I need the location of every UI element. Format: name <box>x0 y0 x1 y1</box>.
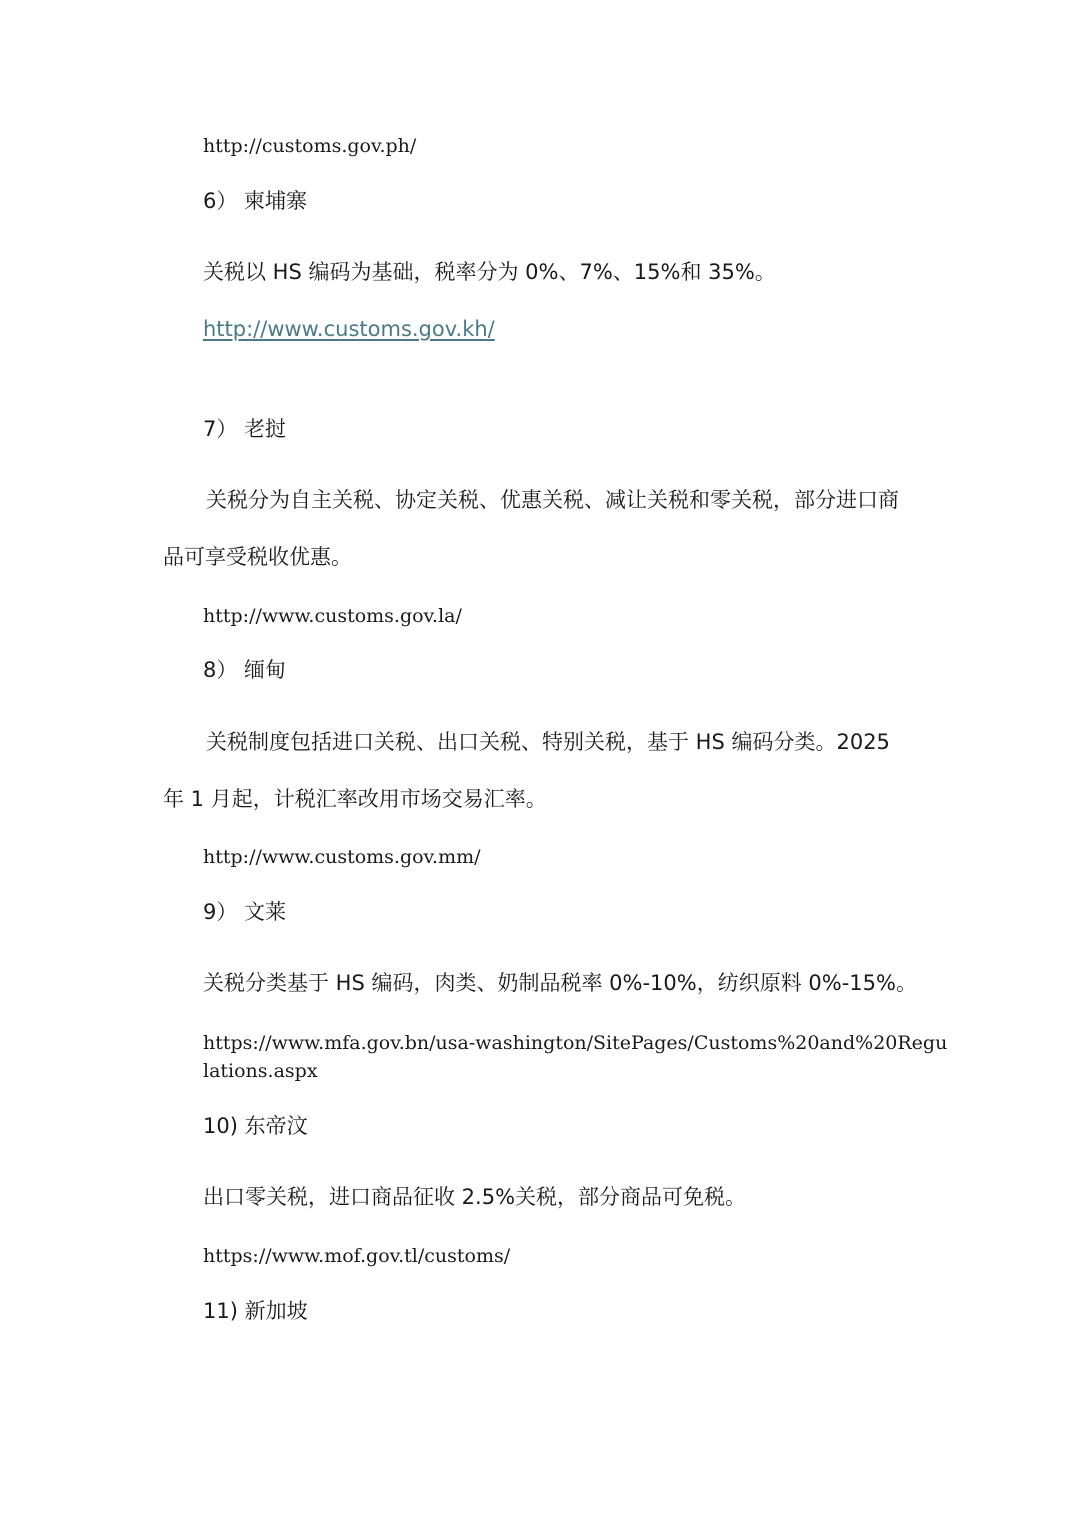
brunei-heading: 9） 文莱 <box>203 900 287 924</box>
myanmar-body-line-1: 关税制度包括进口关税、出口关税、特别关税，基于 HS 编码分类。2025 <box>206 730 890 754</box>
laos-heading: 7） 老挝 <box>203 417 287 441</box>
myanmar-heading: 8） 缅甸 <box>203 658 287 682</box>
cambodia-heading: 6） 柬埔寨 <box>203 189 308 213</box>
cambodia-link-row <box>203 315 495 343</box>
brunei-url-line-1: https://www.mfa.gov.bn/usa-washington/SitePages/Customs%20and%20Regu <box>203 1032 948 1054</box>
myanmar-url: http://www.customs.gov.mm/ <box>203 846 481 868</box>
laos-body-line-2: 品可享受税收优惠。 <box>163 545 352 569</box>
laos-body-line-1: 关税分为自主关税、协定关税、优惠关税、减让关税和零关税，部分进口商 <box>206 488 899 512</box>
brunei-body: 关税分类基于 HS 编码，肉类、奶制品税率 0%-10%，纺织原料 0%-15%。 <box>203 971 917 995</box>
timor-leste-body: 出口零关税，进口商品征收 2.5%关税，部分商品可免税。 <box>203 1185 747 1209</box>
cambodia-body: 关税以 HS 编码为基础，税率分为 0%、7%、15%和 35%。 <box>203 260 776 284</box>
singapore-heading: 11) 新加坡 <box>203 1299 308 1323</box>
timor-leste-heading: 10) 东帝汶 <box>203 1114 308 1138</box>
timor-leste-url: https://www.mof.gov.tl/customs/ <box>203 1245 511 1267</box>
philippines-url: http://customs.gov.ph/ <box>203 135 417 157</box>
myanmar-body-line-2: 年 1 月起，计税汇率改用市场交易汇率。 <box>163 787 547 811</box>
laos-url: http://www.customs.gov.la/ <box>203 605 462 627</box>
cambodia-url-link[interactable]: http://www.customs.gov.kh/ <box>203 317 495 341</box>
brunei-url-line-2: lations.aspx <box>203 1060 318 1082</box>
